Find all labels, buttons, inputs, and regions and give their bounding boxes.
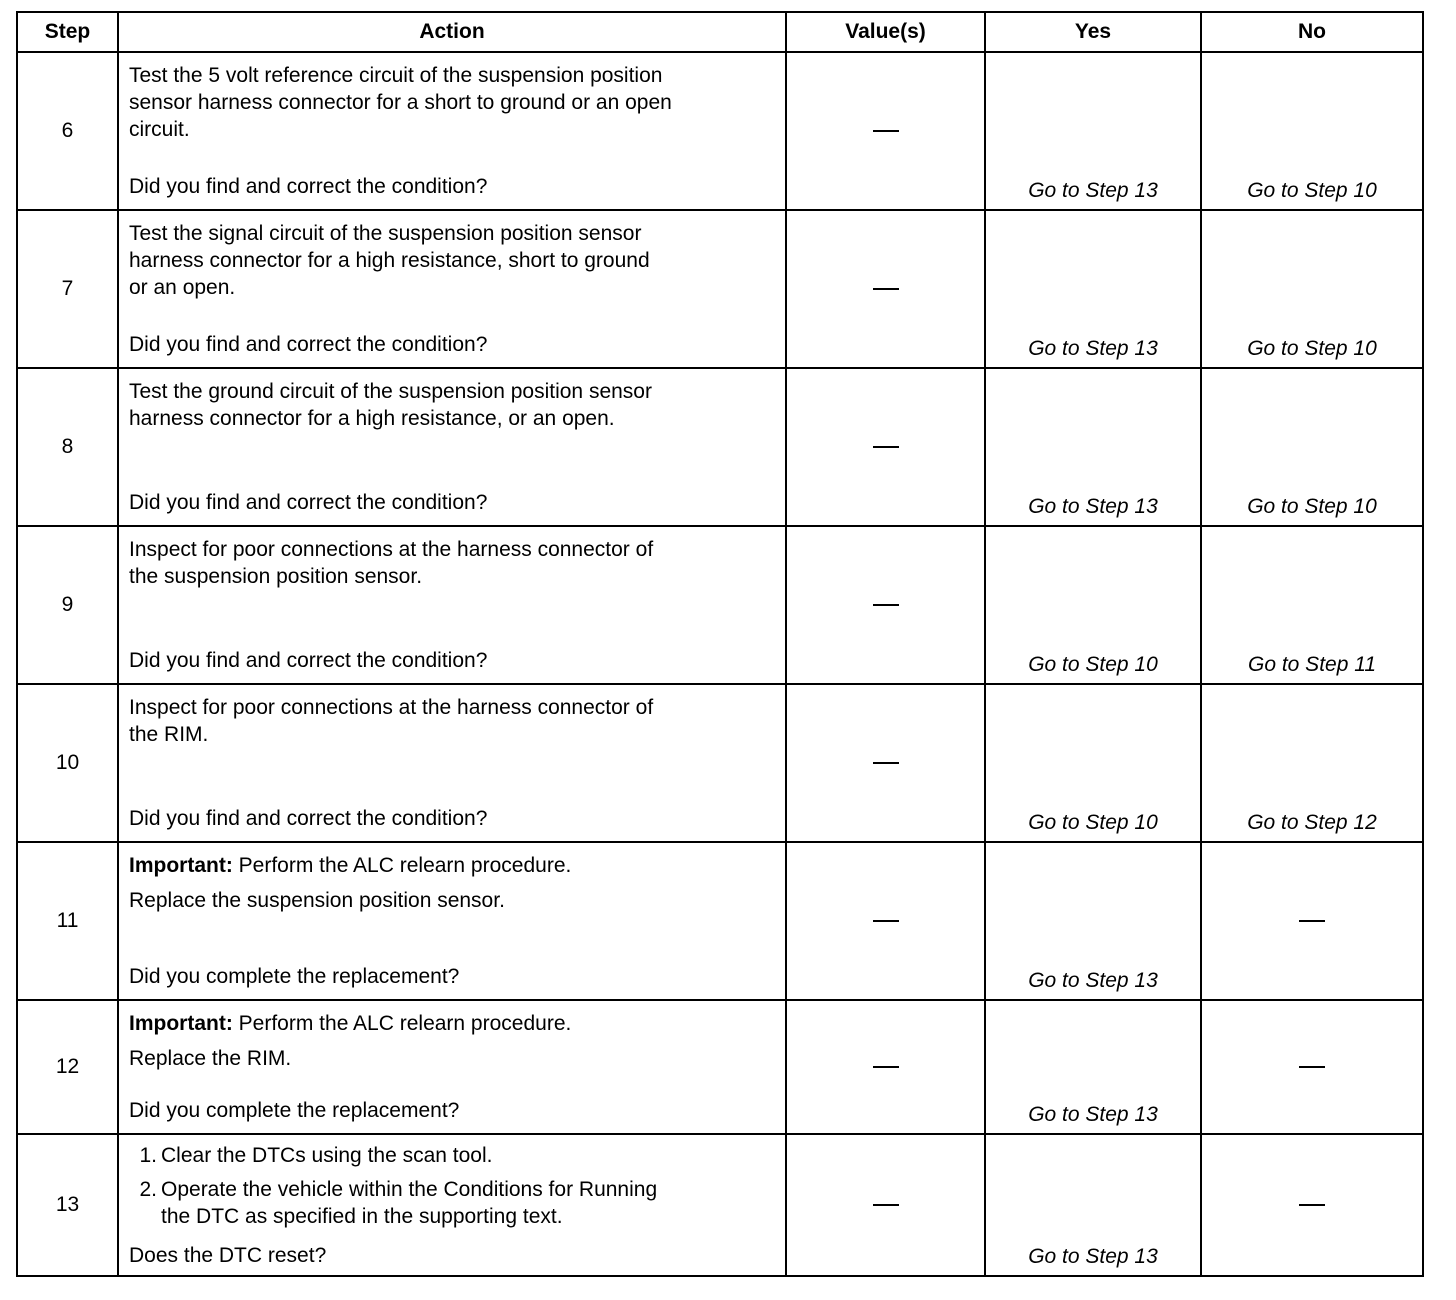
- value-cell: [786, 684, 985, 842]
- yes-result: Go to Step 10: [985, 526, 1201, 684]
- action-cell: [118, 526, 786, 684]
- no-result: Go to Step 10: [1201, 52, 1423, 210]
- step-number: 9: [17, 526, 118, 684]
- step-number: 7: [17, 210, 118, 368]
- action-line: or an open.: [129, 276, 236, 299]
- action-line: Test the ground circuit of the suspension position sensor: [129, 380, 652, 403]
- list-item: [139, 1142, 775, 1169]
- yes-result: Go to Step 13: [985, 368, 1201, 526]
- header-no: No: [1201, 12, 1423, 52]
- step-number: 11: [17, 842, 118, 1000]
- value-dash: [873, 604, 899, 606]
- table-row-step-11: [17, 842, 1423, 1000]
- header-values: Value(s): [786, 12, 985, 52]
- important-label: Important:: [129, 1012, 233, 1035]
- step-number: 12: [17, 1000, 118, 1134]
- no-result: Go to Step 12: [1201, 684, 1423, 842]
- table-row-step-13: [17, 1134, 1423, 1276]
- value-dash: [873, 130, 899, 132]
- header-step: Step: [17, 12, 118, 52]
- list-item-number: 1.: [139, 1144, 157, 1167]
- action-line: Replace the RIM.: [129, 1047, 292, 1070]
- important-note: [129, 843, 775, 879]
- action-cell: [118, 684, 786, 842]
- yes-result: Go to Step 10: [985, 684, 1201, 842]
- value-cell: [786, 210, 985, 368]
- table-row-step-10: [17, 684, 1423, 842]
- action-question: Did you find and correct the condition?: [129, 333, 488, 356]
- value-cell: [786, 52, 985, 210]
- value-cell: [786, 368, 985, 526]
- action-question: Does the DTC reset?: [129, 1244, 327, 1267]
- header-yes: Yes: [985, 12, 1201, 52]
- table-row-step-9: [17, 526, 1423, 684]
- value-dash: [873, 1204, 899, 1206]
- action-question: Did you find and correct the condition?: [129, 491, 488, 514]
- yes-result: Go to Step 13: [985, 52, 1201, 210]
- important-note: [129, 1001, 775, 1037]
- action-cell: [118, 842, 786, 1000]
- yes-result: Go to Step 13: [985, 210, 1201, 368]
- step-number: 13: [17, 1134, 118, 1276]
- action-question: Did you find and correct the condition?: [129, 649, 488, 672]
- action-cell: [118, 52, 786, 210]
- action-line: the suspension position sensor.: [129, 565, 423, 588]
- header-row: [17, 12, 1423, 52]
- yes-result: Go to Step 13: [985, 1000, 1201, 1134]
- value-dash: [873, 446, 899, 448]
- action-question: Did you complete the replacement?: [129, 965, 460, 988]
- no-result: [1201, 1000, 1423, 1134]
- table-row-step-8: [17, 368, 1423, 526]
- value-cell: [786, 1000, 985, 1134]
- no-dash: [1299, 1066, 1325, 1068]
- value-dash: [873, 1066, 899, 1068]
- no-result: Go to Step 11: [1201, 526, 1423, 684]
- value-cell: [786, 1134, 985, 1276]
- action-question: Did you find and correct the condition?: [129, 175, 488, 198]
- list-item-line: Clear the DTCs using the scan tool.: [161, 1144, 493, 1167]
- yes-result: Go to Step 13: [985, 842, 1201, 1000]
- important-text: Perform the ALC relearn procedure.: [232, 1012, 572, 1035]
- list-item-line: the DTC as specified in the supporting text.: [161, 1205, 563, 1228]
- important-label: Important:: [129, 854, 233, 877]
- no-result: [1201, 842, 1423, 1000]
- no-dash: [1299, 1204, 1325, 1206]
- action-question: Did you complete the replacement?: [129, 1099, 460, 1122]
- action-line: harness connector for a high resistance, or an open.: [129, 407, 615, 430]
- no-result: Go to Step 10: [1201, 368, 1423, 526]
- value-dash: [873, 762, 899, 764]
- list-item-line: Operate the vehicle within the Conditions for Running: [161, 1178, 658, 1201]
- action-line: circuit.: [129, 118, 190, 141]
- table-row-step-6: [17, 52, 1423, 210]
- step-number: 8: [17, 368, 118, 526]
- value-cell: [786, 842, 985, 1000]
- important-text: Perform the ALC relearn procedure.: [232, 854, 572, 877]
- action-cell: [118, 1134, 786, 1276]
- no-result: [1201, 1134, 1423, 1276]
- action-cell: [118, 1000, 786, 1134]
- action-cell: [118, 368, 786, 526]
- step-number: 10: [17, 684, 118, 842]
- action-line: Inspect for poor connections at the harness connector of: [129, 538, 654, 561]
- action-question: Did you find and correct the condition?: [129, 807, 488, 830]
- action-line: Replace the suspension position sensor.: [129, 889, 505, 912]
- action-line: harness connector for a high resistance, short to ground: [129, 249, 650, 272]
- header-action: Action: [118, 12, 786, 52]
- no-dash: [1299, 920, 1325, 922]
- action-line: Inspect for poor connections at the harness connector of: [129, 696, 654, 719]
- yes-result: Go to Step 13: [985, 1134, 1201, 1276]
- table-row-step-12: [17, 1000, 1423, 1134]
- action-line: Test the signal circuit of the suspension position sensor: [129, 222, 642, 245]
- list-item-number: 2.: [139, 1178, 157, 1201]
- action-line: Test the 5 volt reference circuit of the suspension position: [129, 64, 663, 87]
- value-dash: [873, 288, 899, 290]
- action-line: the RIM.: [129, 723, 209, 746]
- table-row-step-7: [17, 210, 1423, 368]
- value-cell: [786, 526, 985, 684]
- diagnostic-table: [16, 11, 1424, 1277]
- list-item: [139, 1176, 775, 1230]
- action-cell: [118, 210, 786, 368]
- action-line: sensor harness connector for a short to ground or an open: [129, 91, 672, 114]
- step-number: 6: [17, 52, 118, 210]
- no-result: Go to Step 10: [1201, 210, 1423, 368]
- procedure-list: [129, 1142, 775, 1230]
- value-dash: [873, 920, 899, 922]
